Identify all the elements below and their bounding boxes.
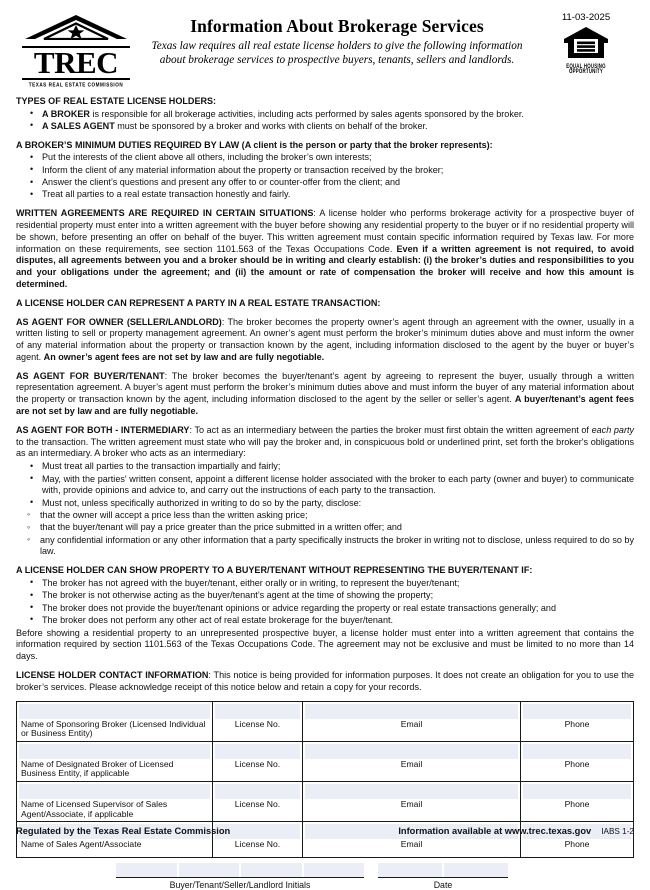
types-list [16, 109, 634, 133]
paragraph-written-agreements [16, 208, 634, 291]
date-input-1[interactable] [378, 863, 442, 877]
footer-regulated-by: Regulated by the Texas Real Estate Commission [16, 826, 231, 836]
sales-agent-name-label: Name of Sales Agent/Associate [21, 839, 142, 850]
intermediary-list [16, 461, 634, 509]
table-row [17, 742, 633, 782]
written-agreements-lead: WRITTEN AGREEMENTS ARE REQUIRED IN CERTAIN SITUATIONS [16, 208, 314, 219]
list-item: • Must not, unless specifically authorized in writing to do so by the party, disclose: [42, 498, 634, 510]
list-item [42, 121, 634, 133]
agent-for-buyer-body: : The broker becomes the buyer/tenant’s agent by agreeing to represent the buyer, usually through a written representation agreement. A buyer’s agent must perform the broker’s minimum duties above and must inform the buyer of any material information about the property or transaction known by the agent, including information disclosed to the agent by the seller or seller’s agent. [16, 370, 634, 405]
designated-broker-license-input[interactable] [215, 744, 300, 759]
house-roof-icon [22, 14, 130, 40]
cell-email [303, 742, 521, 781]
designated-broker-license-label: License No. [234, 758, 281, 769]
designated-broker-phone-label: Phone [564, 758, 590, 769]
list-item: • The broker has not agreed with the buyer/tenant, either orally or in writing, to represent the buyer/tenant; [42, 578, 634, 590]
date-input-2[interactable] [444, 863, 508, 877]
contact-info-lead: LICENSE HOLDER CONTACT INFORMATION [16, 670, 209, 681]
list-item: • The broker does not provide the buyer/tenant opinions or advice regarding the property or real estate transactions generally; and [42, 603, 634, 615]
paragraph-agent-for-both-intermediary [16, 425, 634, 460]
agent-for-owner-body: : The broker becomes the property owner’s agent through an agreement with the owner, usually in a written listing to sell or property management agreement. An owner’s agent must perform the broker’s minimum duties above and must inform the owner of any material information about the property or transaction known by the agent, including information disclosed to the agent by the buyer or buyer’s agent. [16, 316, 634, 362]
minimum-duties-list [16, 152, 634, 201]
trec-wordmark: TREC [22, 46, 130, 80]
intermediary-body-2: to the transaction. The written agreement must state who will pay the broker and, in conspicuous bold or underlined print, set forth the broker's obligations as an intermediary. A broker who acts as an intermediary: [16, 436, 634, 459]
paragraph-contact-information [16, 670, 634, 694]
supervisor-email-input[interactable] [305, 784, 518, 799]
supervisor-name-input[interactable] [19, 784, 210, 799]
footer-form-id: IABS 1-2 [601, 827, 634, 836]
paragraph-before-showing: Before showing a residential property to an unrepresented prospective buyer, a license holder must enter into a written agreement that contains the information required by section 1101.563 of the Texas Occupations Code. The agreement may not be exclusive and must be limited to no more than 14 days. [16, 627, 634, 662]
sponsoring-broker-name-input[interactable] [19, 704, 210, 719]
sponsoring-broker-phone-input[interactable] [523, 704, 631, 719]
cell-phone [521, 782, 633, 821]
cell-phone [521, 702, 633, 741]
trec-logo-subtext: TEXAS REAL ESTATE COMMISSION [28, 81, 124, 88]
cell-broker-name [17, 742, 213, 781]
supervisor-name-label: Name of Licensed Supervisor of Sales Agent/Associate, if applicable [21, 799, 168, 819]
list-item: • Treat all parties to a real estate transaction honestly and fairly. [42, 189, 634, 201]
list-item: • Must treat all parties to the transaction impartially and fairly; [42, 461, 634, 473]
initials-input-4[interactable] [304, 863, 365, 877]
list-item-bold: A BROKER [42, 108, 90, 119]
page-title: Information About Brokerage Services [190, 16, 484, 36]
supervisor-license-label: License No. [234, 799, 281, 810]
cell-phone [521, 742, 633, 781]
cell-license-no [213, 742, 303, 781]
agent-for-owner-bold-tail: An owner’s agent fees are not set by law and are fully negotiable. [43, 351, 325, 362]
section-heading-minimum-duties: A BROKER’S MINIMUM DUTIES REQUIRED BY LAW (A client is the person or party that the broker represents): [16, 139, 493, 150]
table-row [17, 782, 633, 822]
designated-broker-name-label: Name of Designated Broker of Licensed Business Entity, if applicable [21, 758, 174, 779]
show-property-heading-colon: : [529, 565, 533, 576]
list-item: • May, with the parties' written consent, appoint a different license holder associated with the broker to each party (owner and buyer) to communicate with, provide opinions and advice to, and carry out the instructions of each party to the transaction. [42, 474, 634, 498]
list-item: • Answer the client’s questions and present any offer to or counter-offer from the client; and [42, 177, 634, 189]
cell-broker-name [17, 702, 213, 741]
eho-caption-line-1: EQUAL HOUSING [566, 62, 606, 70]
agent-for-owner-lead: AS AGENT FOR OWNER (SELLER/LANDLORD) [16, 316, 222, 327]
trec-logo [22, 14, 130, 87]
initials-caption: Buyer/Tenant/Seller/Landlord Initials [169, 879, 311, 890]
sub-list-item: ◦ any confidential information or any other information that a party specifically instructs the broker in writing not to disclose, unless required to do so by law. [40, 535, 634, 559]
sales-agent-phone-label: Phone [564, 839, 590, 850]
intermediary-italic-each-party: each party [591, 424, 634, 435]
show-property-list [16, 578, 634, 627]
intermediary-body-1: : To act as an intermediary between the parties the broker must first obtain the written agreement of [189, 424, 592, 435]
sponsoring-broker-email-input[interactable] [305, 704, 518, 719]
trec-logo-block [16, 10, 136, 87]
sponsoring-broker-name-label: Name of Sponsoring Broker (Licensed Individual or Business Entity) [21, 718, 206, 739]
sponsoring-broker-phone-label: Phone [564, 718, 590, 729]
initials-boxes [116, 863, 364, 877]
section-heading-represent-party: A LICENSE HOLDER CAN REPRESENT A PARTY IN A REAL ESTATE TRANSACTION: [16, 297, 381, 308]
equal-housing-icon [563, 26, 609, 60]
supervisor-license-input[interactable] [215, 784, 300, 799]
written-agreements-body: : A license holder who performs brokerage activity for a prospective buyer of residential property must enter into a written agreement with the buyer before showing any residential property to the buyer or if no residential property will be shown, before presenting an offer on behalf of the buyer. This written agreement must contain specific information required by Texas law. For more information on these requirements, see section 1101.563 of the Texas Occupations Code. [16, 208, 634, 254]
list-item: • Put the interests of the client above all others, including the broker’s own interests; [42, 152, 634, 164]
cell-email [303, 702, 521, 741]
date-boxes [378, 863, 508, 877]
intermediary-lead: AS AGENT FOR BOTH - INTERMEDIARY [16, 424, 190, 435]
sales-agent-license-label: License No. [234, 839, 281, 850]
supervisor-phone-label: Phone [564, 799, 590, 810]
show-property-heading-text: A LICENSE HOLDER CAN SHOW PROPERTY TO A BUYER/TENANT WITHOUT REPRESENTING THE BUYER/TENANT IF [16, 565, 530, 576]
revision-date: 11-03-2025 [561, 12, 611, 23]
cell-license-no [213, 702, 303, 741]
acknowledgement-row [16, 863, 634, 890]
document-body [0, 96, 650, 694]
written-agreements-bold-tail: Even if a written agreement is not required, to avoid disputes, all agreements between you and a broker should be in writing and clearly establish: (i) the broker’s duties and responsibilities to you and your obligations under the agreement; and (ii) the amount or rate of compensation the broker will receive and how this amount is determined. [16, 243, 634, 289]
contact-info-body: : This notice is being provided for information purposes. It does not create an obligation for you to use the broker’s services. Please acknowledge receipt of this notice below and retain a copy for your records. [16, 670, 635, 692]
cell-license-no [213, 782, 303, 821]
list-item-text: must be sponsored by a broker and works with clients on behalf of the broker. [114, 120, 428, 131]
designated-broker-email-input[interactable] [305, 744, 518, 759]
sponsoring-broker-license-input[interactable] [215, 704, 300, 719]
footer-website: Information available at www.trec.texas.gov [398, 826, 592, 836]
sub-list-item: ◦ that the buyer/tenant will pay a price greater than the price submitted in a written offer; and [40, 522, 634, 534]
supervisor-phone-input[interactable] [523, 784, 631, 799]
document-header [0, 0, 650, 89]
list-item [42, 109, 634, 121]
list-item: • The broker is not otherwise acting as the buyer/tenant’s agent at the time of showing the property; [42, 590, 634, 602]
paragraph-agent-for-owner [16, 317, 634, 364]
date-group [378, 863, 508, 890]
sales-agent-email-label: Email [400, 839, 423, 850]
table-row [17, 702, 633, 742]
section-heading-show-property [16, 565, 634, 577]
designated-broker-phone-input[interactable] [523, 744, 631, 759]
sponsoring-broker-email-label: Email [400, 718, 423, 729]
intermediary-sub-list [16, 510, 634, 558]
cell-email [303, 782, 521, 821]
supervisor-email-label: Email [400, 799, 423, 810]
list-item: • Inform the client of any material information about the property or transaction received by the broker; [42, 165, 634, 177]
cell-supervisor-name [17, 782, 213, 821]
list-item-bold: A SALES AGENT [42, 120, 115, 131]
designated-broker-email-label: Email [400, 758, 423, 769]
title-block [136, 10, 538, 68]
paragraph-agent-for-buyer [16, 371, 634, 418]
list-item: • The broker does not perform any other act of real estate brokerage for the buyer/tenant. [42, 615, 634, 627]
list-item-text: is responsible for all brokerage activities, including acts performed by sales agents sponsored by the broker. [89, 108, 524, 119]
agent-for-buyer-bold-tail: A buyer/tenant’s agent fees are not set by law and are fully negotiable. [16, 394, 634, 417]
sub-list-item: ◦ that the owner will accept a price less than the written asking price; [40, 510, 634, 522]
eho-caption-line-2: OPPORTUNITY [569, 67, 603, 75]
initials-input-3[interactable] [241, 863, 302, 877]
date-caption: Date [433, 879, 453, 890]
agent-for-buyer-lead: AS AGENT FOR BUYER/TENANT [16, 370, 165, 381]
initials-group [116, 863, 364, 890]
revision-and-eho-block [538, 10, 634, 75]
equal-housing-opportunity-logo [563, 26, 609, 75]
page-subtitle: Texas law requires all real estate license holders to give the following information about brokerage services to prospective buyers, tenants, sellers and landlords. [151, 40, 523, 67]
initials-input-2[interactable] [179, 863, 240, 877]
sponsoring-broker-license-label: License No. [234, 718, 281, 729]
document-footer [0, 826, 650, 836]
designated-broker-name-input[interactable] [19, 744, 210, 759]
section-heading-types: TYPES OF REAL ESTATE LICENSE HOLDERS: [16, 95, 217, 106]
initials-input-1[interactable] [116, 863, 177, 877]
